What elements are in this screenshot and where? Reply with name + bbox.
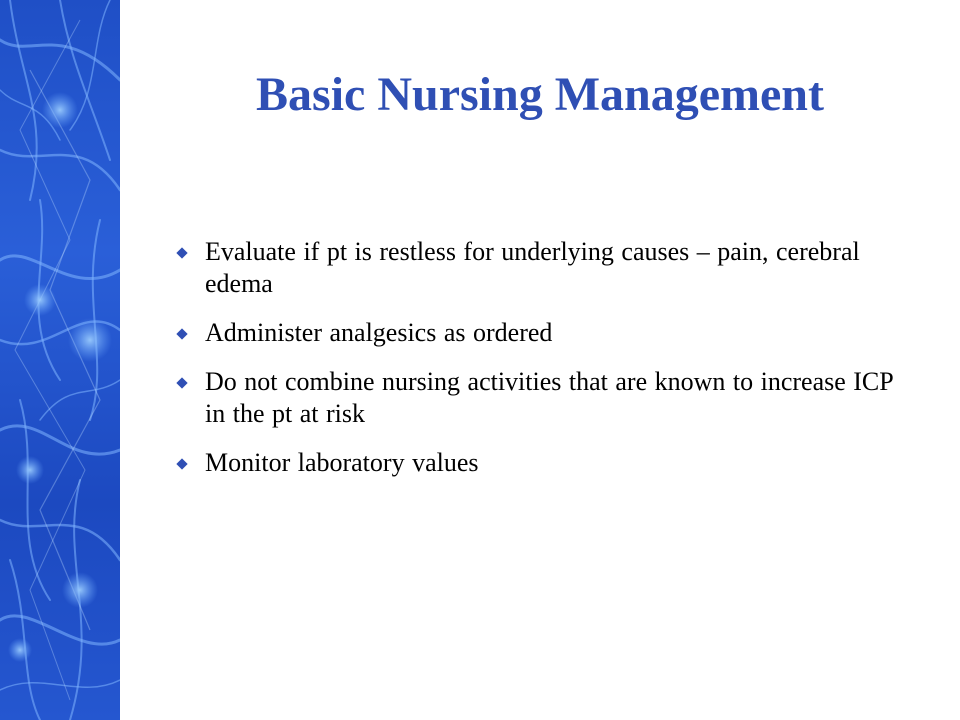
list-item: [176, 447, 896, 479]
slide-title: Basic Nursing Management: [256, 68, 824, 121]
diamond-bullet-icon: [176, 377, 187, 388]
bullet-text: Evaluate if pt is restless for underlying causes – pain, cerebral edema: [205, 237, 860, 298]
diamond-bullet-icon: [176, 247, 187, 258]
bullet-text: Do not combine nursing activities that are known to increase ICP in the pt at risk: [205, 367, 893, 428]
list-item: [176, 236, 896, 300]
bullet-text: Monitor laboratory values: [205, 448, 479, 477]
diamond-bullet-icon: [176, 458, 187, 469]
list-item: [176, 317, 896, 349]
bullet-list: [176, 236, 896, 496]
list-item: [176, 366, 896, 430]
neuron-network-image: [0, 0, 120, 720]
bullet-text: Administer analgesics as ordered: [205, 318, 553, 347]
diamond-bullet-icon: [176, 328, 187, 339]
